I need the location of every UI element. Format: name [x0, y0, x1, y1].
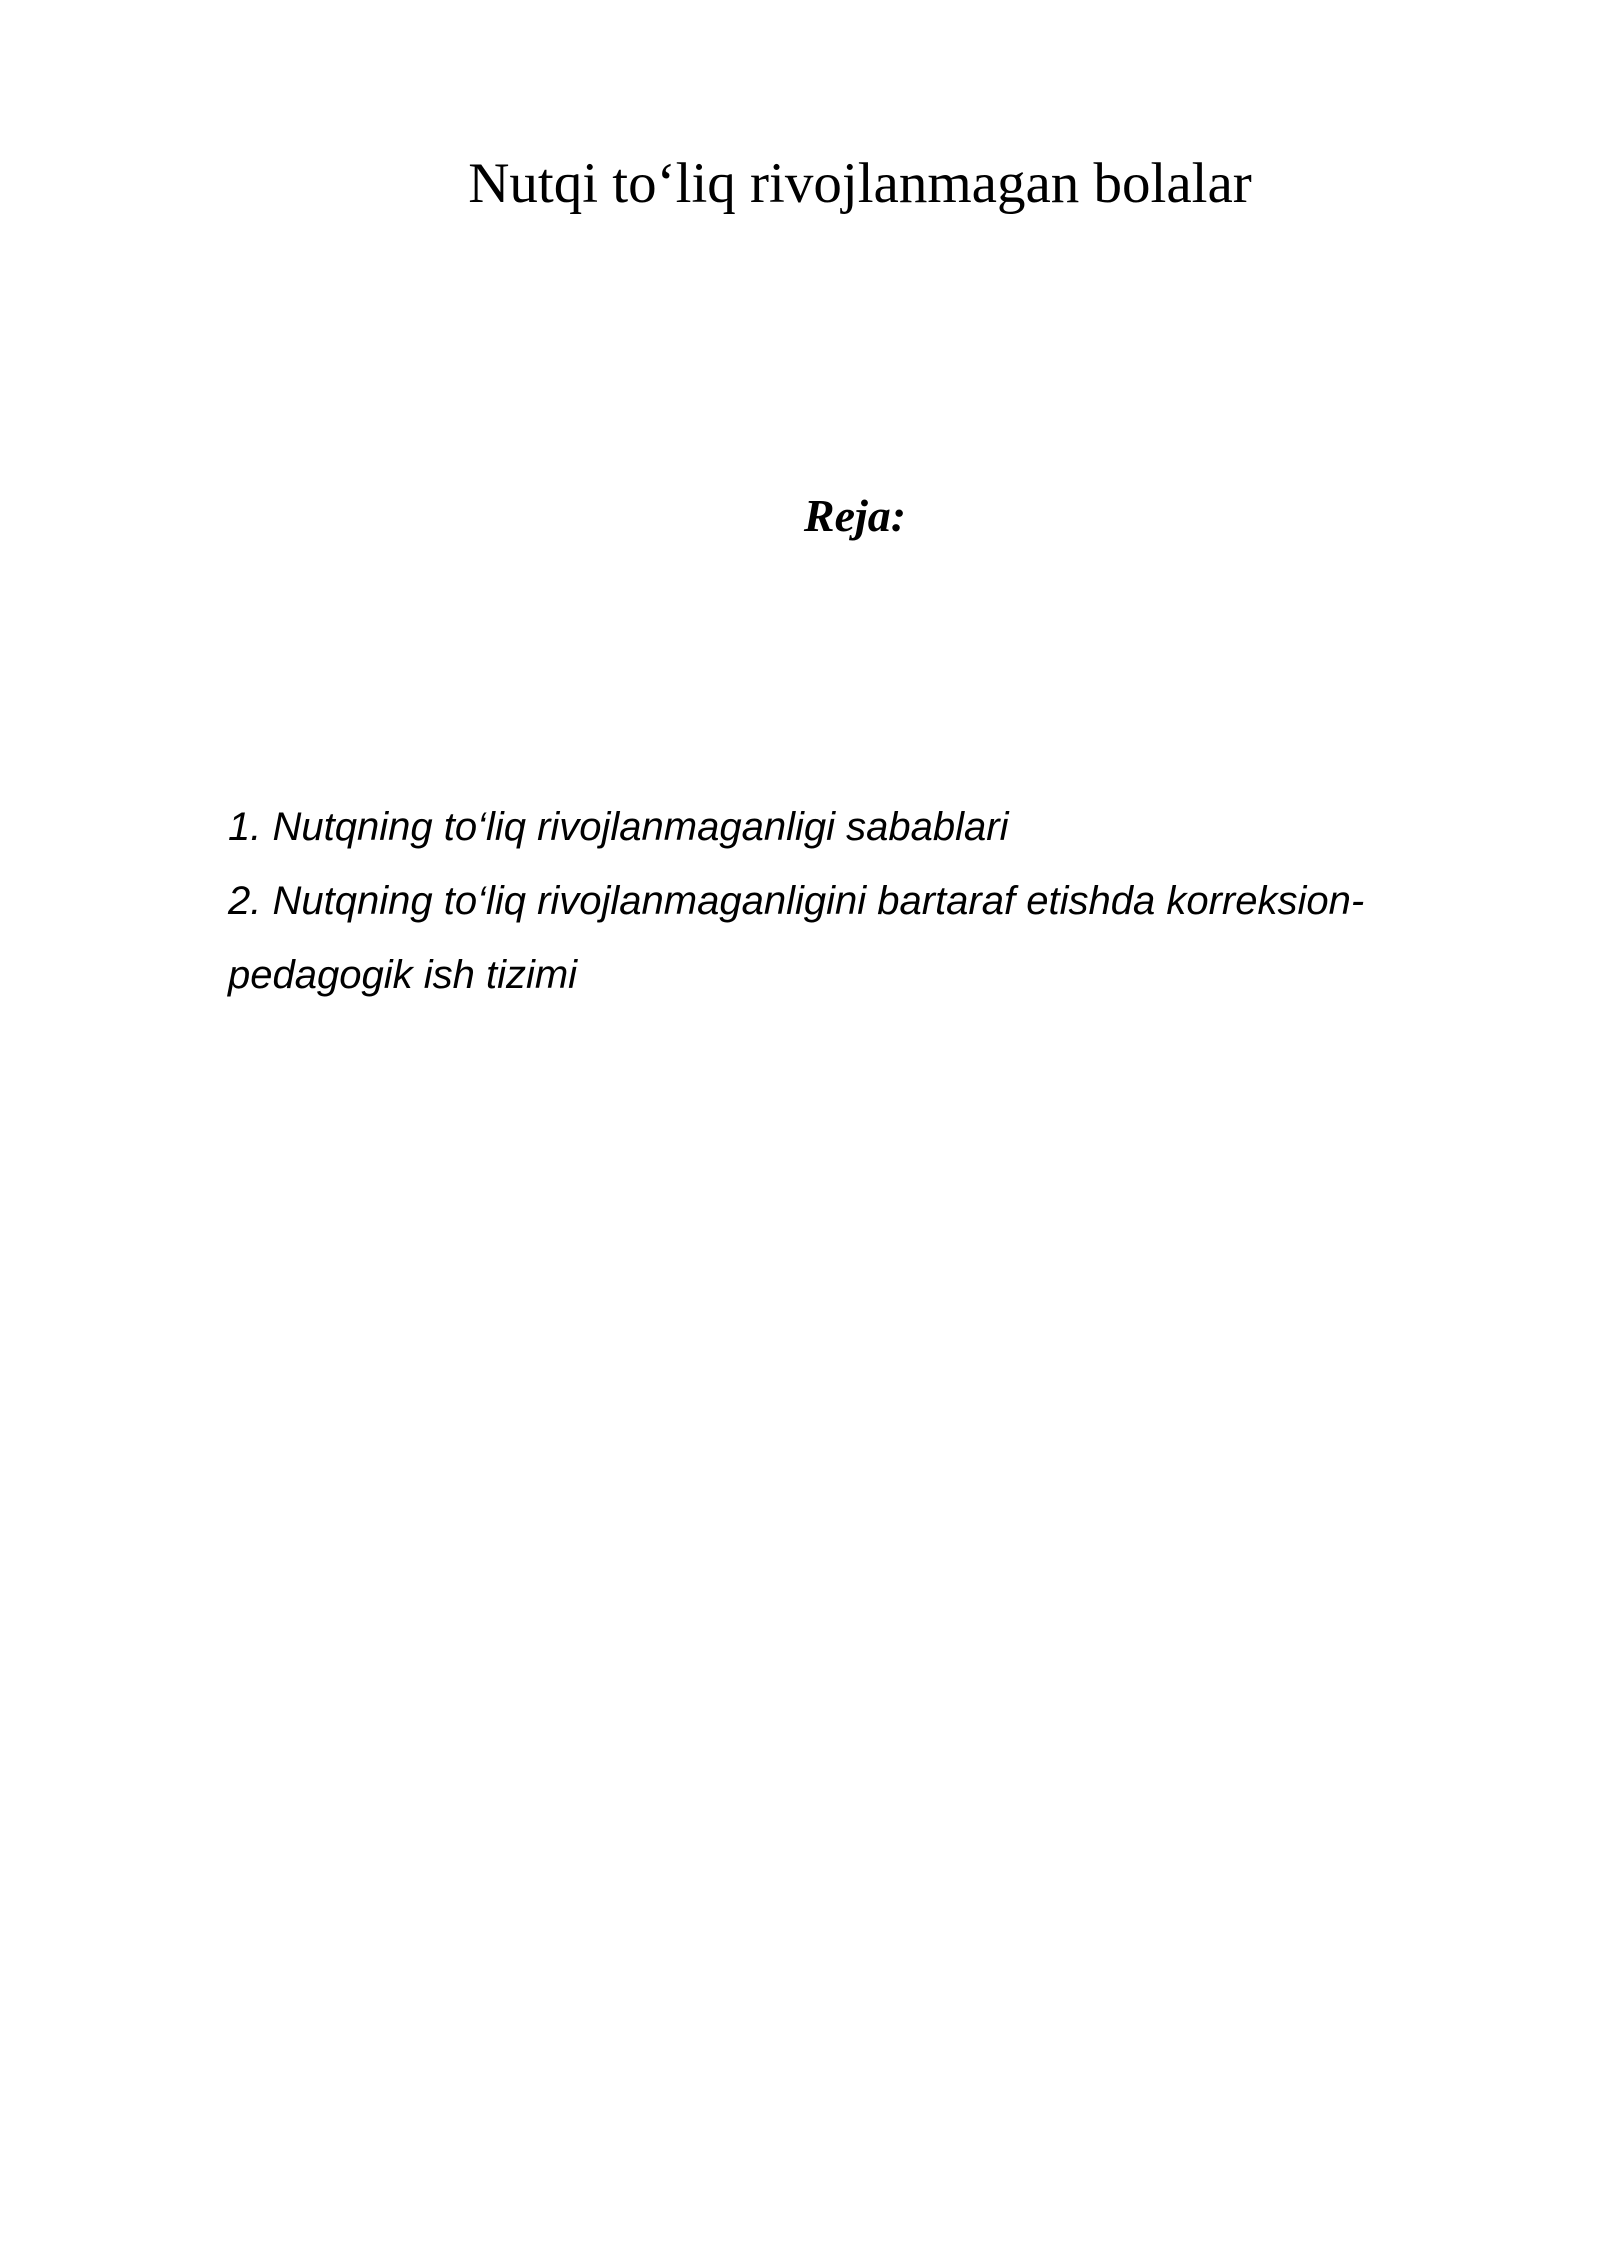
plan-heading: Reja: [803, 490, 907, 541]
plan-list [228, 790, 1408, 1012]
plan-item-2: 2. Nutqning to‘liq rivojlanmaganligini bartaraf etishda korreksion-pedagogik ish tizimi [228, 879, 1365, 997]
plan-item-1: 1. Nutqning to‘liq rivojlanmaganligi sabablari [228, 805, 1009, 849]
document-title: Nutqi to‘liq rivojlanmagan bolalar [468, 152, 1252, 215]
